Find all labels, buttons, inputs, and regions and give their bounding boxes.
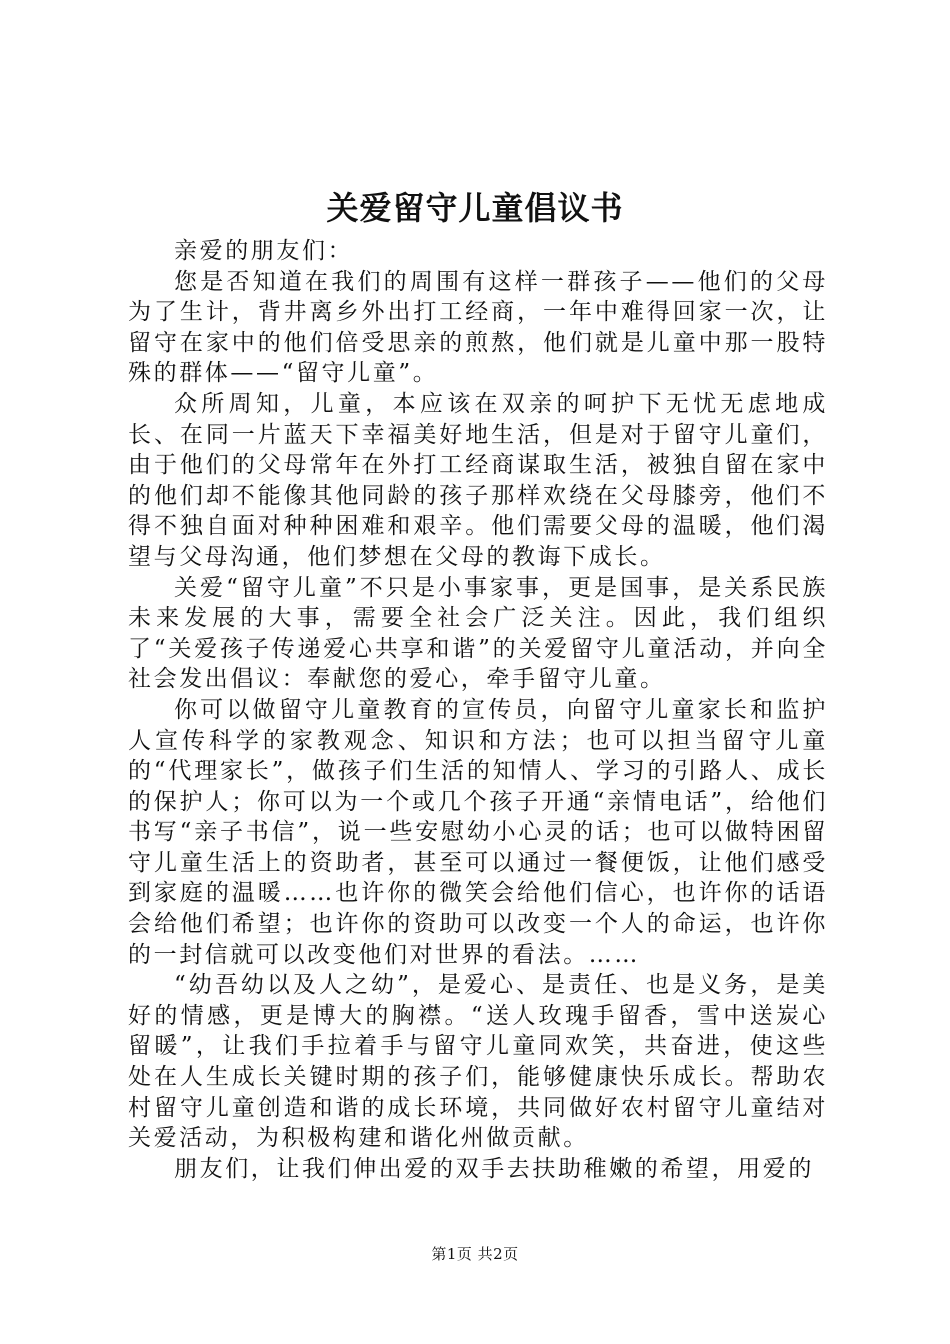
body-paragraph: 你可以做留守儿童教育的宣传员，向留守儿童家长和监护人宣传科学的家教观念、知识和方法；也可以担当留守儿童的“代理家长”，做孩子们生活的知情人、学习的引路人、成长的保护人；你可以为一个或几个孩子开通“亲情电话”，给他们书写“亲子书信”，说一些安慰幼小心灵的话；也可以做特困留守儿童生活上的资助者，甚至可以通过一餐便饭，让他们感受到家庭的温暖……也许你的微笑会给他们信心，也许你的话语会给他们希望；也许你的资助可以改变一个人的命运，也许你的一封信就可以改变他们对世界的看法。…… (128, 696, 828, 968)
document-title: 关爱留守儿童倡议书 (326, 189, 624, 227)
page-number-footer: 第1页 共2页 (431, 1245, 519, 1263)
body-paragraph: 朋友们，让我们伸出爱的双手去扶助稚嫩的希望，用爱的 (174, 1155, 814, 1182)
body-paragraph: 您是否知道在我们的周围有这样一群孩子——他们的父母为了生计，背井离乡外出打工经商，一年中难得回家一次，让留守在家中的他们倍受思亲的煎熬，他们就是儿童中那一股特殊的群体——“留守儿童”。 (128, 268, 828, 387)
body-paragraph: “幼吾幼以及人之幼”，是爱心、是责任、也是义务，是美好的情感，更是博大的胸襟。“送人玫瑰手留香，雪中送炭心留暖”，让我们手拉着手与留守儿童同欢笑，共奋进，使这些处在人生成长关键时期的孩子们，能够健康快乐成长。帮助农村留守儿童创造和谐的成长环境，共同做好农村留守儿童结对关爱活动，为积极构建和谐化州做贡献。 (128, 972, 828, 1152)
salutation-paragraph: 亲爱的朋友们： (174, 238, 354, 264)
document-body (128, 236, 828, 1184)
body-paragraph: 众所周知，儿童，本应该在双亲的呵护下无忧无虑地成长、在同一片蓝天下幸福美好地生活，但是对于留守儿童们，由于他们的父母常年在外打工经商谋取生活，被独自留在家中的他们却不能像其他同龄的孩子那样欢绕在父母膝旁，他们不得不独自面对种种困难和艰辛。他们需要父母的温暖，他们渴望与父母沟通，他们梦想在父母的教诲下成长。 (128, 390, 828, 570)
body-paragraph: 关爱“留守儿童”不只是小事家事，更是国事，是关系民族未来发展的大事，需要全社会广泛关注。因此，我们组织了“关爱孩子传递爱心共享和谐”的关爱留守儿童活动，并向全社会发出倡议：奉献您的爱心，牵手留守儿童。 (128, 574, 828, 693)
